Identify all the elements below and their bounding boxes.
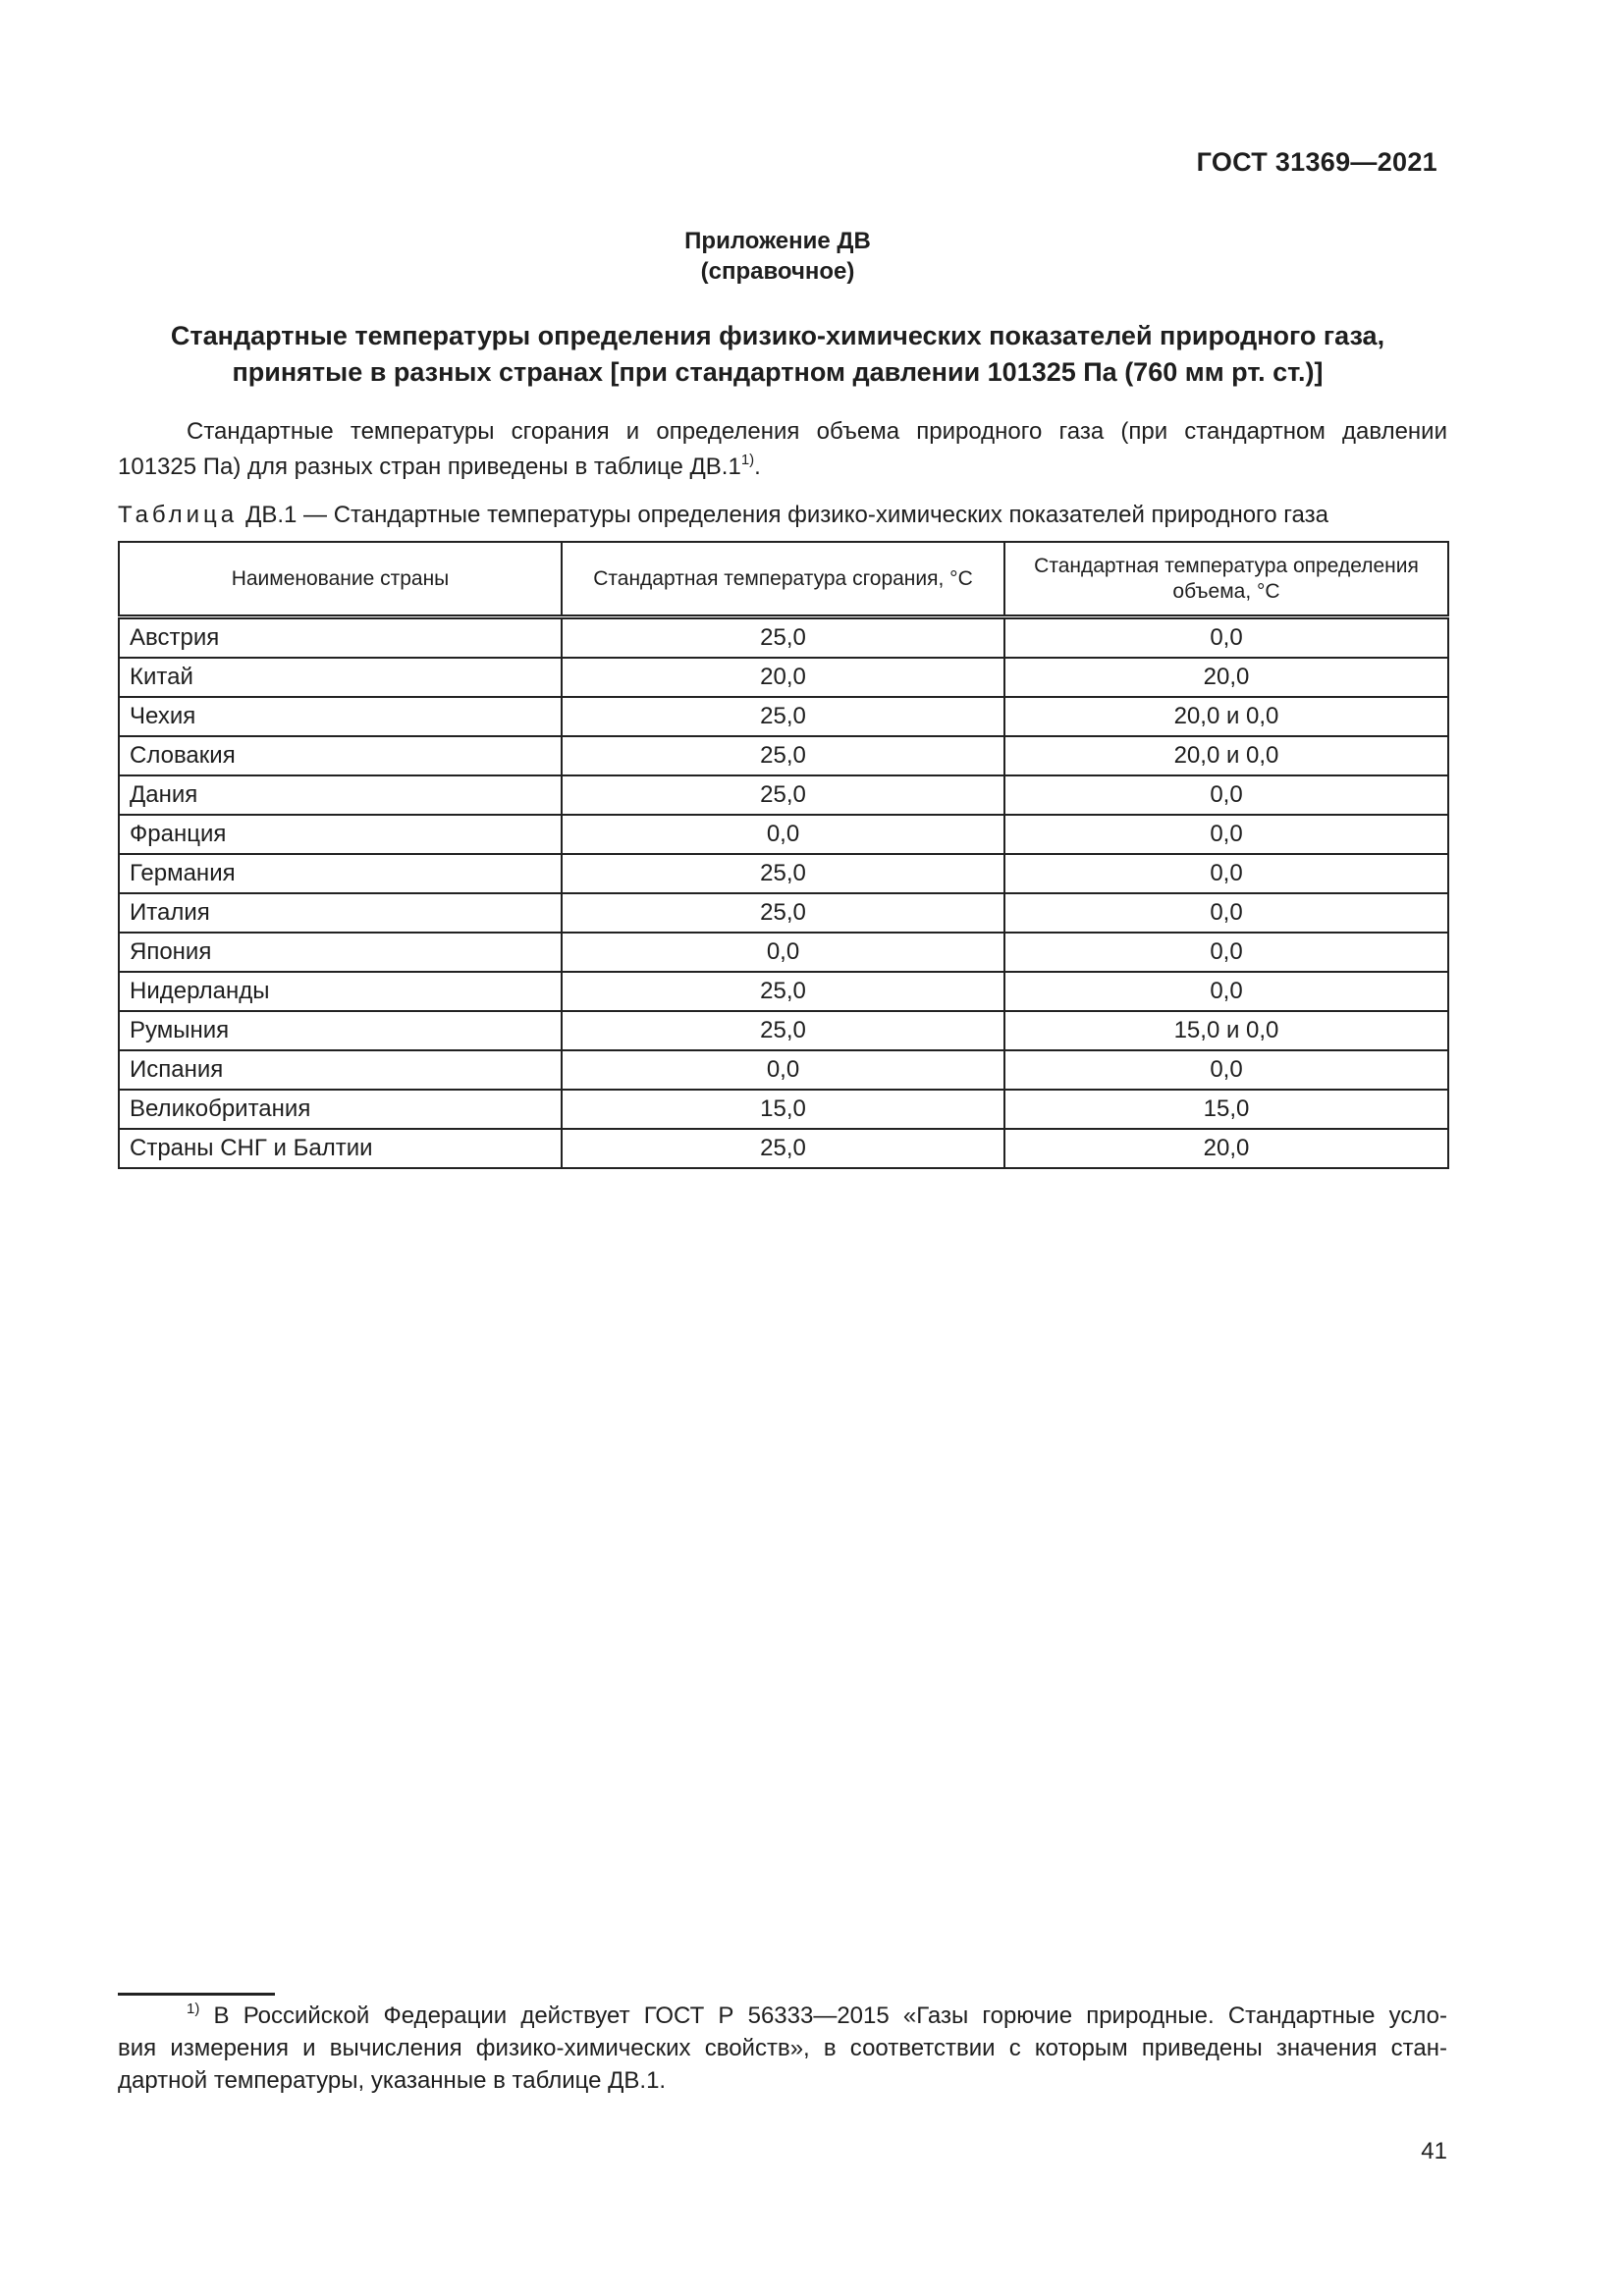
cell-country: Нидерланды bbox=[119, 972, 562, 1011]
table-row bbox=[119, 1011, 1448, 1050]
cell-combustion-temperature: 25,0 bbox=[562, 893, 1004, 933]
cell-volume-temperature: 0,0 bbox=[1004, 617, 1448, 659]
cell-country: Италия bbox=[119, 893, 562, 933]
cell-volume-temperature: 15,0 и 0,0 bbox=[1004, 1011, 1448, 1050]
cell-country: Китай bbox=[119, 658, 562, 697]
intro-line-2-text: 101325 Па) для разных стран приведены в таблице ДВ.1 bbox=[118, 454, 741, 480]
footnote bbox=[118, 2000, 1447, 2097]
table-row bbox=[119, 617, 1448, 659]
cell-combustion-temperature: 25,0 bbox=[562, 1011, 1004, 1050]
table-row bbox=[119, 933, 1448, 972]
column-header-volume-temperature: Стандартная температура определения объема, °С bbox=[1004, 542, 1448, 617]
table-body bbox=[119, 617, 1448, 1169]
table-row bbox=[119, 893, 1448, 933]
appendix-kind: (справочное) bbox=[700, 258, 855, 285]
table-header-row bbox=[119, 542, 1448, 617]
footnote-line-1-text: В Российской Федерации действует ГОСТ Р 56333—2015 «Газы горючие природные. Стандартные усло- bbox=[213, 2002, 1447, 2029]
intro-paragraph bbox=[118, 414, 1447, 485]
footnote-divider bbox=[118, 1993, 275, 1996]
cell-combustion-temperature: 0,0 bbox=[562, 815, 1004, 854]
table-row bbox=[119, 775, 1448, 815]
section-heading bbox=[0, 318, 1555, 391]
cell-country: Франция bbox=[119, 815, 562, 854]
table-row bbox=[119, 658, 1448, 697]
cell-combustion-temperature: 25,0 bbox=[562, 854, 1004, 893]
temperature-table bbox=[118, 541, 1449, 1169]
cell-volume-temperature: 0,0 bbox=[1004, 854, 1448, 893]
table-row bbox=[119, 1050, 1448, 1090]
table-row bbox=[119, 854, 1448, 893]
cell-volume-temperature: 0,0 bbox=[1004, 893, 1448, 933]
cell-country: Словакия bbox=[119, 736, 562, 775]
cell-country: Австрия bbox=[119, 617, 562, 659]
cell-country: Испания bbox=[119, 1050, 562, 1090]
cell-volume-temperature: 15,0 bbox=[1004, 1090, 1448, 1129]
cell-country: Германия bbox=[119, 854, 562, 893]
cell-combustion-temperature: 25,0 bbox=[562, 1129, 1004, 1168]
intro-line-2 bbox=[118, 450, 1447, 485]
page-number: 41 bbox=[1421, 2138, 1447, 2164]
document-code: ГОСТ 31369—2021 bbox=[1196, 147, 1437, 177]
cell-country: Дания bbox=[119, 775, 562, 815]
cell-combustion-temperature: 15,0 bbox=[562, 1090, 1004, 1129]
table-row bbox=[119, 972, 1448, 1011]
cell-volume-temperature: 20,0 и 0,0 bbox=[1004, 697, 1448, 736]
cell-volume-temperature: 0,0 bbox=[1004, 815, 1448, 854]
footnote-line-3: дартной температуры, указанные в таблице ДВ.1. bbox=[118, 2067, 667, 2094]
column-header-combustion-temperature: Стандартная температура сгорания, °С bbox=[562, 542, 1004, 617]
footnote-mark: 1) bbox=[187, 2001, 200, 2017]
table-row bbox=[119, 1090, 1448, 1129]
cell-combustion-temperature: 0,0 bbox=[562, 933, 1004, 972]
footnote-line-2: вия измерения и вычисления физико-химических свойств», в соответствии с которым приведены значения стан- bbox=[118, 2035, 1447, 2061]
cell-combustion-temperature: 0,0 bbox=[562, 1050, 1004, 1090]
table-caption-label: Таблица bbox=[118, 502, 239, 528]
cell-volume-temperature: 20,0 и 0,0 bbox=[1004, 736, 1448, 775]
intro-line-1: Стандартные температуры сгорания и определения объема природного газа (при стандартном давлении bbox=[187, 418, 1447, 445]
cell-combustion-temperature: 25,0 bbox=[562, 775, 1004, 815]
table-row bbox=[119, 815, 1448, 854]
cell-volume-temperature: 20,0 bbox=[1004, 1129, 1448, 1168]
table-header bbox=[119, 542, 1448, 617]
table-row bbox=[119, 1129, 1448, 1168]
cell-volume-temperature: 0,0 bbox=[1004, 1050, 1448, 1090]
cell-country: Чехия bbox=[119, 697, 562, 736]
cell-combustion-temperature: 25,0 bbox=[562, 972, 1004, 1011]
cell-volume-temperature: 0,0 bbox=[1004, 972, 1448, 1011]
intro-line-2-end: . bbox=[754, 454, 761, 480]
section-heading-line-1: Стандартные температуры определения физико-химических показателей природного газа, bbox=[170, 321, 1385, 350]
cell-combustion-temperature: 25,0 bbox=[562, 697, 1004, 736]
cell-volume-temperature: 20,0 bbox=[1004, 658, 1448, 697]
table-row bbox=[119, 736, 1448, 775]
cell-combustion-temperature: 25,0 bbox=[562, 736, 1004, 775]
cell-country: Япония bbox=[119, 933, 562, 972]
footnote-reference: 1) bbox=[740, 452, 755, 468]
footnote-line-1 bbox=[118, 2000, 1447, 2032]
appendix-title: Приложение ДВ bbox=[684, 228, 871, 254]
cell-country: Румыния bbox=[119, 1011, 562, 1050]
cell-country: Великобритания bbox=[119, 1090, 562, 1129]
cell-volume-temperature: 0,0 bbox=[1004, 775, 1448, 815]
cell-country: Страны СНГ и Балтии bbox=[119, 1129, 562, 1168]
cell-combustion-temperature: 20,0 bbox=[562, 658, 1004, 697]
cell-combustion-temperature: 25,0 bbox=[562, 617, 1004, 659]
table-row bbox=[119, 697, 1448, 736]
table-caption bbox=[118, 502, 1328, 529]
cell-volume-temperature: 0,0 bbox=[1004, 933, 1448, 972]
section-heading-line-2: принятые в разных странах [при стандартном давлении 101325 Па (760 мм рт. ст.)] bbox=[232, 357, 1324, 387]
column-header-country: Наименование страны bbox=[119, 542, 562, 617]
table-caption-text: ДВ.1 — Стандартные температуры определения физико-химических показателей природного газа bbox=[245, 502, 1328, 528]
